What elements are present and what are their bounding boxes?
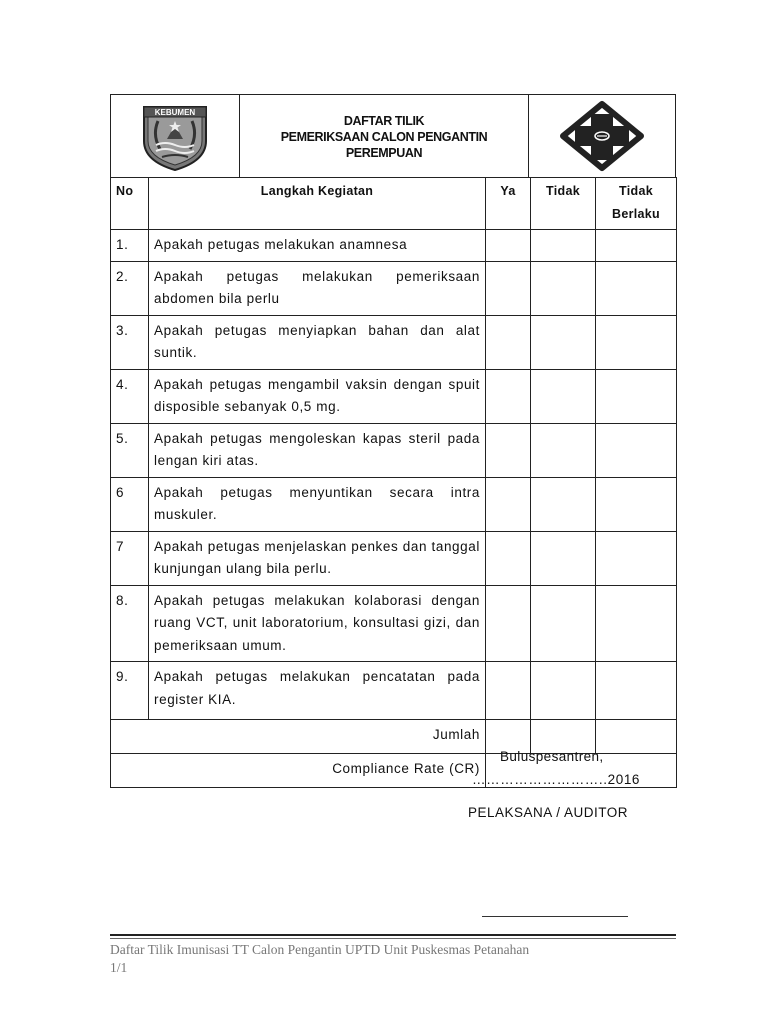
total-na-cell[interactable] [596, 720, 677, 754]
table-header-row [111, 178, 677, 230]
table-row [111, 369, 677, 423]
column-header-no-answer: Tidak [531, 178, 596, 230]
kebumen-label: KEBUMEN [154, 108, 196, 117]
column-header-yes: Ya [486, 178, 531, 230]
row-yes-cell[interactable] [486, 531, 531, 585]
row-yes-cell[interactable] [486, 261, 531, 315]
row-activity-text: Apakah petugas melakukan kolaborasi dengan ruang VCT, unit laboratorium, konsultasi gizi, dan pemeriksaan umum. [149, 585, 486, 662]
row-number: 4. [111, 369, 149, 423]
row-not-applicable-cell[interactable] [596, 315, 677, 369]
column-header-not-applicable [596, 178, 677, 230]
row-no-cell[interactable] [531, 230, 596, 262]
row-yes-cell[interactable] [486, 423, 531, 477]
row-yes-cell[interactable] [486, 585, 531, 662]
row-not-applicable-cell[interactable] [596, 261, 677, 315]
row-not-applicable-cell[interactable] [596, 585, 677, 662]
table-row [111, 662, 677, 720]
row-yes-cell[interactable] [486, 369, 531, 423]
row-not-applicable-cell[interactable] [596, 477, 677, 531]
total-label: Jumlah [111, 720, 486, 754]
row-no-cell[interactable] [531, 531, 596, 585]
footer-page-number: 1/1 [110, 960, 128, 975]
signature-place: Buluspesantren, [500, 749, 604, 764]
table-row [111, 230, 677, 262]
row-no-cell[interactable] [531, 477, 596, 531]
table-row [111, 315, 677, 369]
row-not-applicable-cell[interactable] [596, 230, 677, 262]
signature-role: PELAKSANA / AUDITOR [468, 805, 629, 820]
row-yes-cell[interactable] [486, 230, 531, 262]
table-row [111, 423, 677, 477]
table-row [111, 585, 677, 662]
title-line-1: DAFTAR TILIK [343, 114, 425, 128]
table-row [111, 477, 677, 531]
puskesmas-cross-icon [557, 98, 647, 174]
compliance-rate-label: Compliance Rate (CR) [111, 754, 486, 788]
header-box [110, 94, 676, 178]
footer-divider [110, 934, 676, 936]
column-header-na-line2: Berlaku [612, 206, 660, 221]
row-activity-text: Apakah petugas menyuntikan secara intra muskuler. [149, 477, 486, 531]
column-header-no: No [111, 178, 149, 230]
kebumen-crest-icon [138, 99, 212, 173]
row-activity-text: Apakah petugas mengoleskan kapas steril pada lengan kiri atas. [149, 423, 486, 477]
row-no-cell[interactable] [531, 261, 596, 315]
row-no-cell[interactable] [531, 585, 596, 662]
row-number: 8. [111, 585, 149, 662]
row-yes-cell[interactable] [486, 662, 531, 720]
signature-date: ………………………..2016 [472, 772, 641, 787]
row-number: 1. [111, 230, 149, 262]
row-yes-cell[interactable] [486, 477, 531, 531]
column-header-activity: Langkah Kegiatan [149, 178, 486, 230]
row-yes-cell[interactable] [486, 315, 531, 369]
row-not-applicable-cell[interactable] [596, 369, 677, 423]
row-not-applicable-cell[interactable] [596, 423, 677, 477]
kebumen-logo-cell [111, 95, 240, 177]
row-number: 2. [111, 261, 149, 315]
row-no-cell[interactable] [531, 423, 596, 477]
puskesmas-logo-cell [529, 95, 675, 177]
row-activity-text: Apakah petugas melakukan anamnesa [149, 230, 486, 262]
footer-document-name: Daftar Tilik Imunisasi TT Calon Pengantin UPTD Unit Puskesmas Petanahan [110, 942, 530, 957]
row-number: 9. [111, 662, 149, 720]
table-row [111, 261, 677, 315]
row-not-applicable-cell[interactable] [596, 531, 677, 585]
page-footer [110, 941, 676, 977]
table-row [111, 531, 677, 585]
title-line-3: PEREMPUAN [345, 146, 423, 160]
row-activity-text: Apakah petugas melakukan pemeriksaan abdomen bila perlu [149, 261, 486, 315]
document-title [240, 95, 529, 177]
column-header-na-line1: Tidak [619, 184, 653, 198]
row-activity-text: Apakah petugas menjelaskan penkes dan tanggal kunjungan ulang bila perlu. [149, 531, 486, 585]
signature-line [482, 916, 628, 917]
row-no-cell[interactable] [531, 662, 596, 720]
row-no-cell[interactable] [531, 315, 596, 369]
row-number: 5. [111, 423, 149, 477]
row-activity-text: Apakah petugas mengambil vaksin dengan spuit disposible sebanyak 0,5 mg. [149, 369, 486, 423]
row-activity-text: Apakah petugas menyiapkan bahan dan alat suntik. [149, 315, 486, 369]
checklist-rows [111, 230, 677, 720]
title-line-2: PEMERIKSAAN CALON PENGANTIN [280, 130, 488, 144]
row-number: 7 [111, 531, 149, 585]
checklist-table [110, 177, 677, 788]
row-not-applicable-cell[interactable] [596, 662, 677, 720]
row-number: 3. [111, 315, 149, 369]
row-no-cell[interactable] [531, 369, 596, 423]
row-activity-text: Apakah petugas melakukan pencatatan pada register KIA. [149, 662, 486, 720]
row-number: 6 [111, 477, 149, 531]
footer-divider-thin [110, 938, 676, 939]
